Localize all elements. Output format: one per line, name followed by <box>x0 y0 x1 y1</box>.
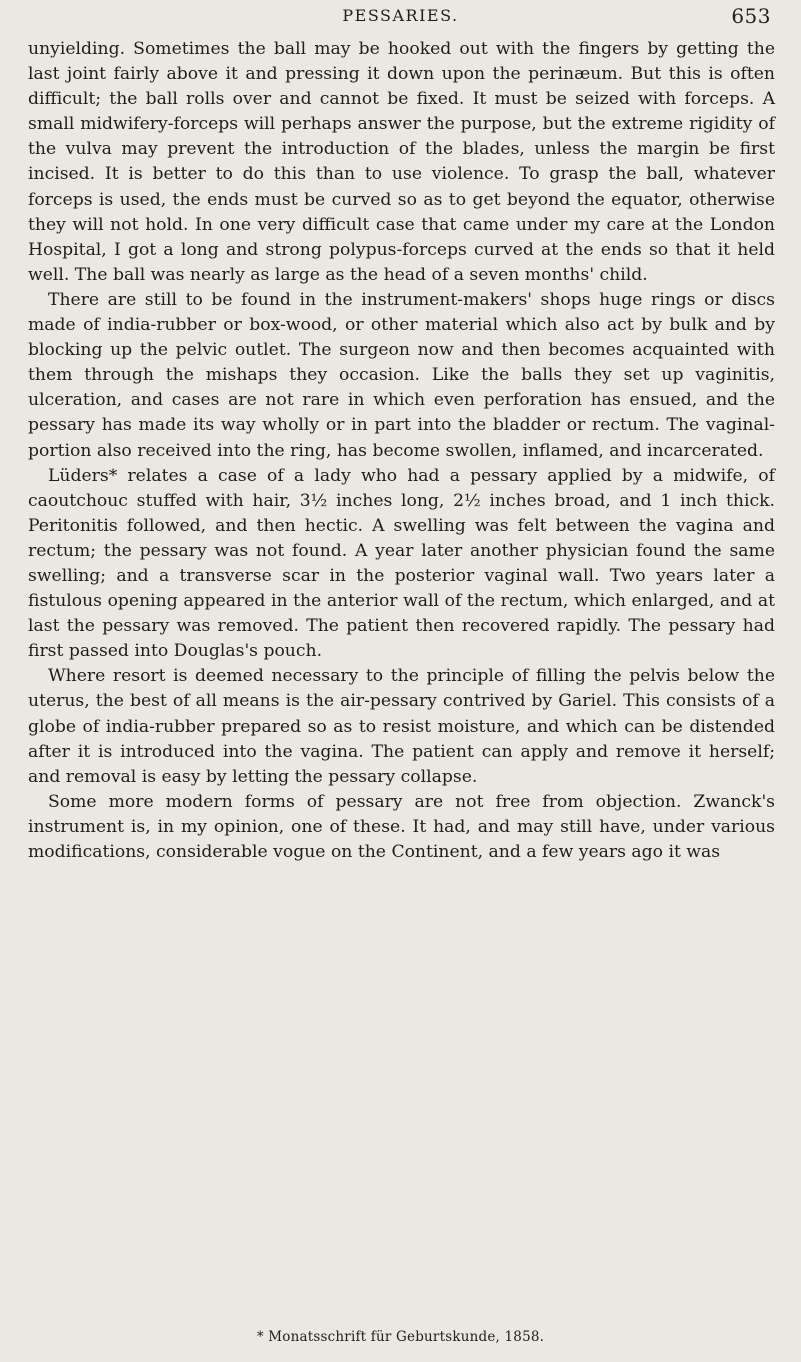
paragraph-modern-forms: Some more modern forms of pessary are not free from objection. Zwanck's instrument is, in my opinion, one of these. It had, and may still have, under various modifications, considerable vogue on the Continent, and a few years ago it was <box>28 791 775 862</box>
running-title: PESSARIES. <box>342 6 459 25</box>
paragraph-luders-case: Lüders* relates a case of a lady who had a pessary applied by a midwife, of caoutchouc stuffed with hair, 3½ inches long, 2½ inches broad, and 1 inch thick. Peritonitis followed, and then hectic. A swelling was felt between the vagina and rectum; the pessary was not found. A year later another physician found the same swelling; and a transverse scar in the posterior vaginal wall. Two years later a fistulous opening appeared in the anterior wall of the rectum, which enlarged, and at last the pessary was removed. The patient then recovered rapidly. The pessary had first passed into Douglas's pouch. <box>28 465 775 662</box>
page-number: 653 <box>731 4 771 28</box>
paragraph-rings-discs: There are still to be found in the instrument-makers' shops huge rings or discs made of india-rubber or box-wood, or other material which also act by bulk and by blocking up the pelvic outlet. The surgeon now and then becomes acquainted with them through the mishaps they occasion. Like the balls they set up vaginitis, ulceration, and cases are not rare in which even perforation has ensued, and the pessary has made its way wholly or in part into the bladder or rectum. The vaginal-portion also received into the ring, has become swollen, inflamed, and incarcerated. <box>28 289 775 461</box>
running-head <box>0 6 801 30</box>
footnote: * Monatsschrift für Geburtskunde, 1858. <box>256 1329 545 1345</box>
paragraph-ball-removal: unyielding. Sometimes the ball may be hooked out with the fingers by getting the last joint fairly above it and pressing it down upon the perinæum. But this is often difficult; the ball rolls over and cannot be fixed. It must be seized with forceps. A small midwifery-forceps will perhaps answer the purpose, but the extreme rigidity of the vulva may prevent the introduction of the blades, unless the margin be first incised. It is better to do this than to use violence. To grasp the ball, whatever forceps is used, the ends must be curved so as to get beyond the equator, otherwise they will not hold. In one very difficult case that came under my care at the London Hospital, I got a long and strong polypus-forceps curved at the ends so that it held well. The ball was nearly as large as the head of a seven months' child. <box>28 39 775 285</box>
paragraph-air-pessary: Where resort is deemed necessary to the principle of filling the pelvis below the uterus, the best of all means is the air-pessary contrived by Gariel. This consists of a globe of india-rubber prepared so as to resist moisture, and which can be distended after it is introduced into the vagina. The patient can apply and remove it herself; and removal is easy by letting the pessary collapse. <box>28 666 775 787</box>
body-text <box>28 37 775 865</box>
